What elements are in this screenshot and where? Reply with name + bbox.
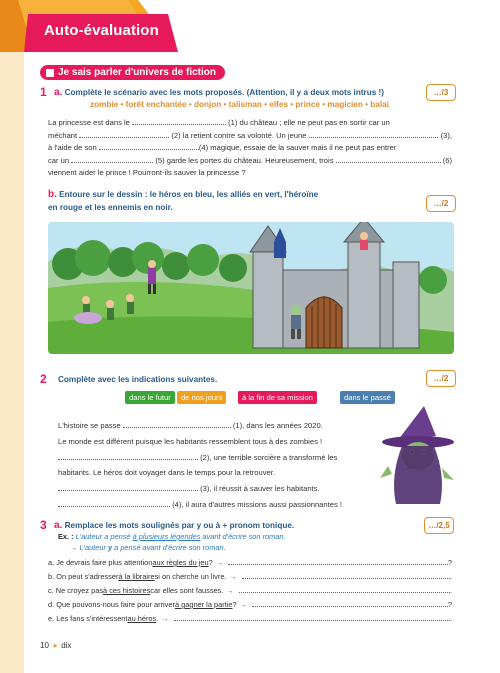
- exercise-1a-text: Complète le scénario avec les mots proposés. (Attention, il y a deux mots intrus !): [64, 88, 385, 97]
- answer-blank[interactable]: [99, 142, 199, 150]
- text-line: habitants. Le héros doit voyager dans le temps pour la retrouver.: [58, 468, 275, 478]
- word-bank: zombie • forêt enchantée • donjon • talisman • elfes • prince • magicien • balai: [90, 100, 389, 109]
- exercise-3a-letter: a.: [54, 520, 63, 531]
- exercise-3a-item-d: d. Que pouvons-nous faire pour arriver à gagner la partie ? → ?: [48, 600, 452, 609]
- exercise-1b-letter: b.: [48, 189, 57, 200]
- skill-label: Je sais parler d'univers de fiction: [58, 67, 216, 78]
- text-line: La princesse est dans le (1) du château ; elle ne peut pas en sortir car un: [48, 118, 390, 127]
- answer-blank[interactable]: [242, 573, 450, 579]
- text-line: viennent aider le prince ! Pourront-ils sauver la princesse ?: [48, 168, 246, 178]
- exercise-3a-item-c: c. Ne croyez pas à ces histoires car elles sont fausses. → .: [48, 586, 452, 595]
- exercise-1a-letter: a.: [54, 87, 63, 98]
- princess-character: [360, 232, 368, 250]
- answer-blank[interactable]: [309, 130, 439, 138]
- exercise-3-number: 3: [40, 518, 47, 532]
- tag-fin-mission[interactable]: à la fin de sa mission: [238, 391, 317, 404]
- text-line: (4), il aura d'autres missions aussi passionnantes !: [58, 497, 378, 513]
- text-line: L'histoire se passe (1), dans les années 2020.: [58, 421, 323, 430]
- exercise-1b-instruction: b. Entoure sur le dessin : le héros en bleu, les alliés en vert, l'héroïne en rouge et les ennemis en noir.: [48, 188, 388, 213]
- answer-blank[interactable]: [252, 601, 448, 607]
- answer-blank[interactable]: [239, 587, 450, 593]
- tag-passe[interactable]: dans le passé: [340, 391, 395, 404]
- star-icon: ★: [51, 642, 59, 650]
- exercise-3a-text: Remplace les mots soulignés par y ou à + pronom tonique.: [64, 521, 295, 530]
- exercise-1-number: 1: [40, 85, 47, 99]
- page-banner: [0, 0, 500, 52]
- exercise-2-score: …/2: [426, 370, 456, 387]
- exercise-3a-item-b: b. On peut s'adresser à la libraire si on cherche un livre. → .: [48, 572, 452, 581]
- side-strip: [0, 0, 24, 673]
- text-line: à l'aide de son (4) magique, essaie de la sauver mais il ne peut pas entrer: [48, 143, 397, 153]
- answer-blank[interactable]: [132, 117, 226, 125]
- answer-blank[interactable]: [58, 483, 198, 491]
- square-icon: [46, 69, 54, 77]
- example-answer: → L'auteur y a pensé avant d'écrire son roman.: [70, 543, 226, 552]
- text-line: Le monde est différent puisque les habitants ressemblent tous à des zombies !: [58, 436, 323, 446]
- answer-blank[interactable]: [79, 130, 169, 138]
- answer-blank[interactable]: [174, 615, 450, 621]
- answer-blank[interactable]: [228, 559, 448, 565]
- exercise-3a-score: …/2,5: [424, 517, 454, 534]
- answer-blank[interactable]: [58, 452, 198, 460]
- page-footer: [40, 641, 71, 650]
- page-number: 10: [40, 641, 49, 650]
- exercise-2-text-block: [58, 418, 378, 513]
- answer-blank[interactable]: [336, 155, 441, 163]
- exercise-2-instruction: Complète avec les indications suivantes.: [58, 375, 218, 384]
- page-word: dix: [61, 641, 72, 650]
- exercise-1a-instruction: [54, 86, 414, 100]
- answer-blank[interactable]: [71, 155, 153, 163]
- exercise-1b-text-2: en rouge et les ennemis en noir.: [48, 202, 173, 212]
- exercise-2-number: 2: [40, 372, 47, 386]
- witch-illustration: [376, 406, 460, 508]
- page-title: Auto-évaluation: [44, 22, 159, 39]
- tag-de-nos-jours[interactable]: de nos jours: [177, 391, 226, 404]
- exercise-3a-item-e: e. Les fans s'intéressent au héros . → .: [48, 614, 452, 623]
- exercise-3a-item-a: a. Je devrais faire plus attention aux règles du jeu ? → ?: [48, 558, 452, 567]
- skill-badge: [40, 65, 225, 80]
- text-line: car un (5) garde les portes du château. Heureusement, trois (6): [48, 155, 452, 165]
- fairy-tale-illustration[interactable]: [48, 222, 454, 354]
- exercise-1a-text-block: [48, 117, 452, 180]
- text-line: méchant (2) la retient contre sa volonté. Un jeune (3),: [48, 130, 452, 140]
- exercise-1a-score: …/3: [426, 84, 456, 101]
- tag-futur[interactable]: dans le futur: [125, 391, 175, 404]
- text-line: (2), une terrible sorcière a transformé les: [58, 450, 378, 466]
- text-line: (3), il réussit à sauver les habitants.: [58, 481, 378, 497]
- answer-blank[interactable]: [58, 499, 170, 507]
- answer-blank[interactable]: [123, 420, 231, 428]
- exercise-1b-score: …/2: [426, 195, 456, 212]
- example-sentence: Ex. : L'auteur a pensé à plusieurs légendes avant d'écrire son roman.: [58, 532, 286, 541]
